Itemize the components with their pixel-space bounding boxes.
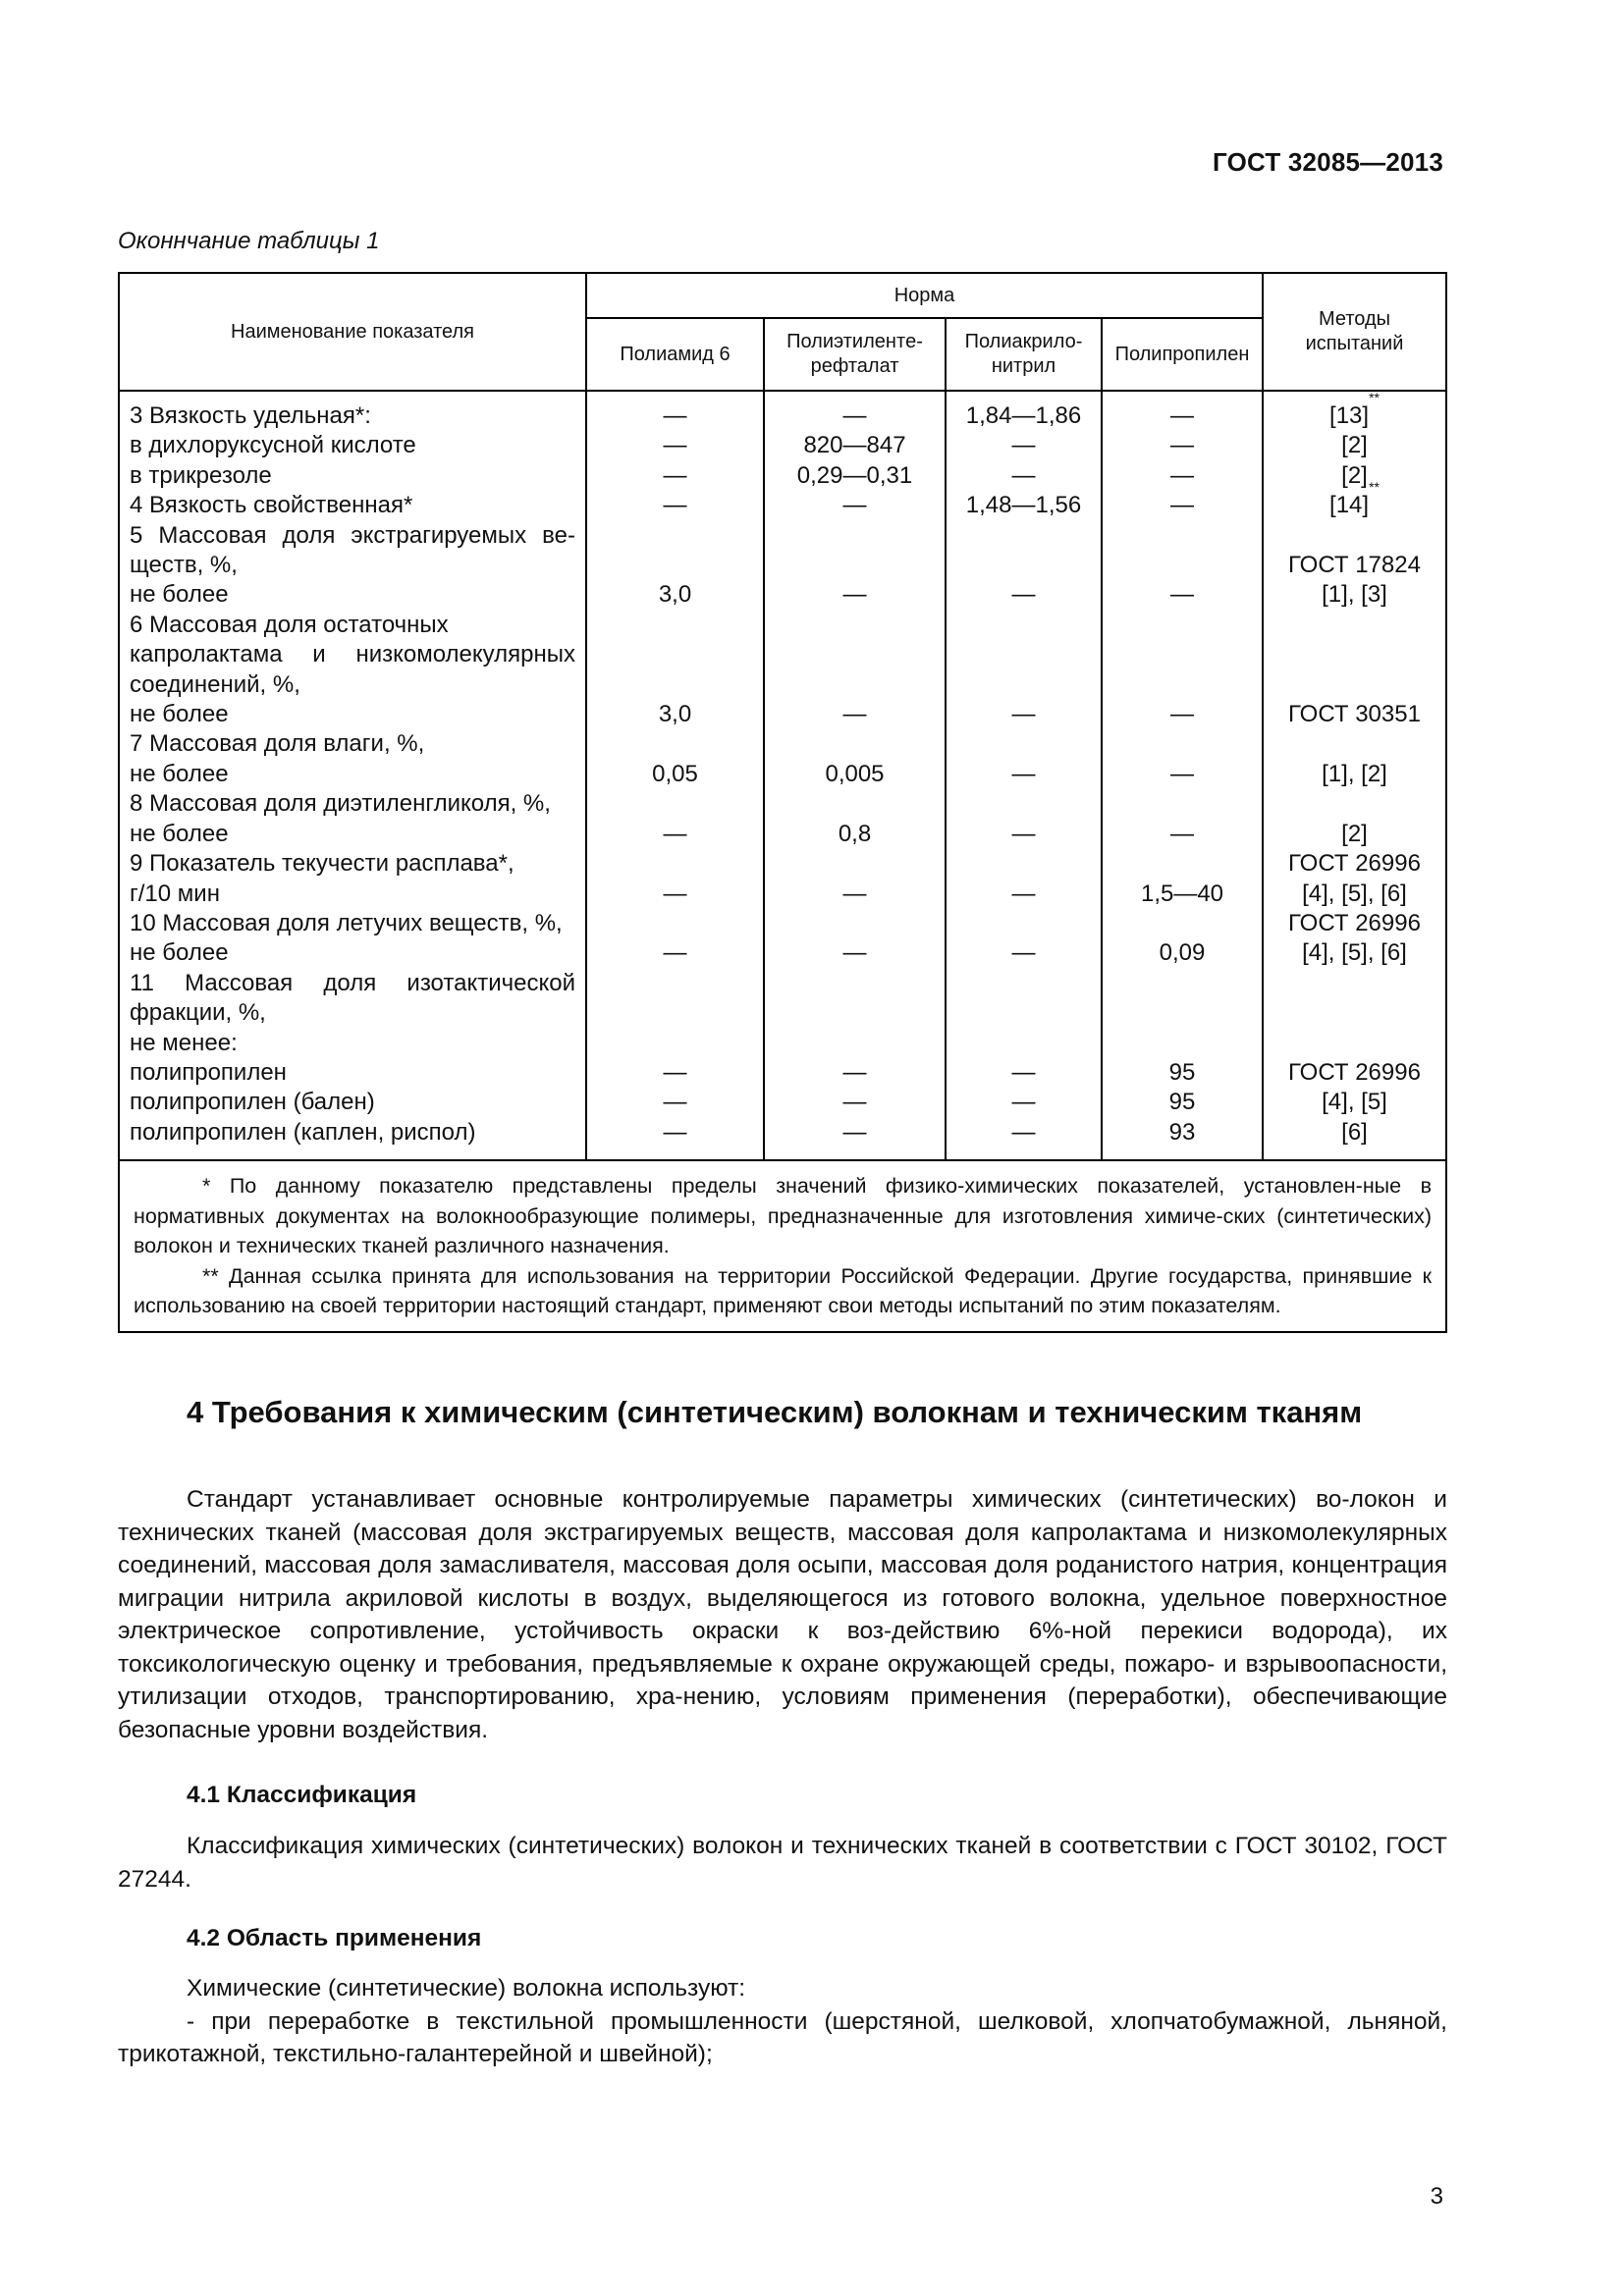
pet-value-cell	[764, 909, 946, 938]
pet-value-cell	[764, 521, 946, 551]
polyamide-value-cell	[586, 611, 764, 640]
pan-value-cell	[946, 551, 1102, 580]
table-padding-cell	[1263, 1148, 1445, 1159]
table-padding-row	[120, 1148, 1445, 1159]
table-row	[120, 431, 1445, 460]
polyamide-value-cell: —	[586, 880, 764, 909]
indicator-name-cell: 9 Показатель текучести расплава*,	[130, 850, 514, 878]
pp-value-cell	[1102, 849, 1263, 879]
column-header-name: Наименование показателя	[120, 274, 586, 391]
methods-cell	[1263, 521, 1445, 551]
polyamide-value-cell: —	[586, 1058, 764, 1088]
polyamide-value-cell: —	[586, 820, 764, 849]
table-padding-cell	[946, 391, 1102, 401]
section-4-heading: 4 Требования к химическим (синтетическим) волокнам и техническим тканям	[187, 1395, 1363, 1429]
table-padding-cell	[586, 391, 764, 401]
methods-cell	[1263, 551, 1445, 580]
section-4-text: Стандарт устанавливает основные контролируемые параметры химических (синтетических) во-локон и технических тканей (массовая доля экстрагируемых веществ, массовая доля капролактама и низкомолекулярных соединений, массовая доля замасливателя, массовая доля осыпи, массовая доля роданистого натрия, концентрация миграции нитрила акриловой кислоты в воздух, выделяющегося из готового волокна, удельное поверхностное электрическое сопротивление, устойчивость окраски к воз-действию 6%-ной перекиси водорода), их токсикологическую оценку и требования, предъявляемые к охране окружающей среды, пожаро- и взрывоопасности, утилизации отходов, транспортированию, хра-нению, условиям применения (переработки), обеспечивающие безопасные уровни воздействия.	[118, 1486, 1447, 1743]
indicator-name-cell: в дихлоруксусной кислоте	[130, 432, 416, 459]
polyamide-value-cell: 0,05	[586, 760, 764, 789]
pet-value-cell: 0,005	[764, 760, 946, 789]
table-padding-cell	[120, 1148, 586, 1159]
polyamide-value-cell	[586, 969, 764, 998]
table-row	[120, 820, 1445, 849]
pet-value-cell: —	[764, 1118, 946, 1148]
pet-value-cell: —	[764, 491, 946, 520]
pet-value-cell: —	[764, 700, 946, 729]
pp-value-cell: —	[1102, 760, 1263, 789]
subsection-4-2-paragraph	[118, 1972, 1447, 2071]
table-row	[120, 670, 1445, 700]
indicator-name-cell: г/10 мин	[130, 880, 220, 907]
pan-value-cell	[946, 640, 1102, 669]
methods-reference: [1], [2]	[1322, 760, 1387, 787]
table-row	[120, 640, 1445, 669]
subsection-4-1-heading: 4.1 Классификация	[187, 1782, 417, 1808]
pp-value-cell	[1102, 789, 1263, 819]
pet-value-cell: —	[764, 1058, 946, 1088]
indicator-name-cell: ществ, %,	[130, 552, 238, 579]
pp-value-cell	[1102, 670, 1263, 700]
pp-value-cell: —	[1102, 820, 1263, 849]
table-row	[120, 1058, 1445, 1088]
methods-reference: [4], [5], [6]	[1302, 939, 1407, 967]
table-row	[120, 909, 1445, 938]
column-group-header-norm: Норма	[586, 274, 1263, 318]
table-padding-cell	[1102, 391, 1263, 401]
column-header-methods: Методы испытаний	[1263, 274, 1445, 391]
polyamide-value-cell	[586, 521, 764, 551]
pp-value-cell: —	[1102, 700, 1263, 729]
methods-reference: [1], [3]	[1322, 581, 1387, 609]
pan-value-cell: —	[946, 820, 1102, 849]
methods-cell	[1263, 969, 1445, 998]
table-padding-cell	[764, 391, 946, 401]
table-padding-row	[120, 391, 1445, 401]
pp-value-cell	[1102, 729, 1263, 759]
indicator-name-cell: 7 Массовая доля влаги, %,	[130, 730, 425, 758]
table-note-single-asterisk: * По данному показателю представлены пределы значений физико-химических показателей, установлен-ные в нормативных документах на волокнообразующие полимеры, предназначенные для изготовления химиче-ских (синтетических) волокон и технических тканей различного назначения.	[134, 1174, 1432, 1258]
table-row	[120, 551, 1445, 580]
pan-value-cell: —	[946, 880, 1102, 909]
polyamide-value-cell	[586, 849, 764, 879]
pp-value-cell: —	[1102, 580, 1263, 610]
pet-value-cell	[764, 551, 946, 580]
methods-cell	[1263, 880, 1445, 909]
pan-value-cell	[946, 998, 1102, 1028]
table-row	[120, 1088, 1445, 1117]
polyamide-value-cell	[586, 1029, 764, 1058]
pp-value-cell	[1102, 998, 1263, 1028]
pan-value-cell: —	[946, 1118, 1102, 1148]
table-row	[120, 1029, 1445, 1058]
methods-cell	[1263, 611, 1445, 640]
footnote-marker: **	[1369, 479, 1380, 496]
pan-value-cell: —	[946, 938, 1102, 968]
page-number: 3	[1430, 2183, 1443, 2210]
pan-value-cell	[946, 611, 1102, 640]
table-padding-cell	[764, 1148, 946, 1159]
indicator-name-cell: соединений, %,	[130, 670, 300, 698]
methods-reference: ГОСТ 26996	[1288, 909, 1421, 936]
methods-cell	[1263, 670, 1445, 700]
table-padding-cell	[1102, 1148, 1263, 1159]
methods-cell	[1263, 1088, 1445, 1117]
polyamide-value-cell	[586, 640, 764, 669]
methods-reference: [13]	[1329, 402, 1370, 429]
polyamide-value-cell	[586, 789, 764, 819]
methods-cell	[1263, 1058, 1445, 1088]
methods-cell	[1263, 789, 1445, 819]
methods-reference: [4], [5]	[1322, 1089, 1387, 1116]
pp-value-cell: —	[1102, 431, 1263, 460]
table-row	[120, 1118, 1445, 1148]
table-body	[120, 391, 1445, 1159]
methods-cell	[1263, 580, 1445, 610]
table-row	[120, 700, 1445, 729]
methods-cell	[1263, 1118, 1445, 1148]
pp-value-cell	[1102, 640, 1263, 669]
indicator-name-cell: 3 Вязкость удельная*:	[130, 402, 371, 429]
indicator-name-cell: 8 Массовая доля диэтиленгликоля, %,	[130, 790, 551, 818]
pan-value-cell: —	[946, 1088, 1102, 1117]
indicator-name-cell: 5 Массовая доля экстрагируемых ве-	[130, 521, 575, 549]
methods-reference: [2]	[1341, 432, 1368, 459]
methods-reference: [2]	[1341, 461, 1368, 489]
methods-reference: [2]	[1341, 820, 1368, 847]
pet-value-cell: —	[764, 580, 946, 610]
table-row	[120, 760, 1445, 789]
polyamide-value-cell: —	[586, 431, 764, 460]
table-padding-cell	[120, 391, 586, 401]
table-row	[120, 998, 1445, 1028]
table-row	[120, 521, 1445, 551]
polyamide-value-cell	[586, 670, 764, 700]
methods-reference: ГОСТ 26996	[1288, 1058, 1421, 1086]
pp-value-cell	[1102, 1029, 1263, 1058]
polyamide-value-cell: —	[586, 491, 764, 520]
pet-value-cell	[764, 640, 946, 669]
indicator-name-cell: 4 Вязкость свойственная*	[130, 492, 413, 519]
polyamide-value-cell: —	[586, 1118, 764, 1148]
pan-value-cell	[946, 670, 1102, 700]
table-row	[120, 969, 1445, 998]
pp-value-cell	[1102, 969, 1263, 998]
pet-value-cell	[764, 611, 946, 640]
indicator-name-cell: полипропилен	[130, 1058, 287, 1086]
pan-value-cell	[946, 1029, 1102, 1058]
pan-value-cell: —	[946, 461, 1102, 491]
pp-value-cell: 95	[1102, 1088, 1263, 1117]
subsection-4-2-line-1: Химические (синтетические) волокна используют:	[187, 1975, 746, 2002]
methods-reference: ГОСТ 17824	[1288, 552, 1421, 579]
pp-value-cell	[1102, 611, 1263, 640]
indicator-name-cell: фракции, %,	[130, 999, 266, 1027]
polyamide-value-cell: —	[586, 1088, 764, 1117]
polyamide-value-cell	[586, 551, 764, 580]
pet-value-cell	[764, 1029, 946, 1058]
indicator-name-cell: полипропилен (бален)	[130, 1089, 375, 1116]
pet-value-cell: 0,8	[764, 820, 946, 849]
pan-value-cell	[946, 521, 1102, 551]
table-notes	[120, 1159, 1445, 1331]
polyamide-value-cell	[586, 998, 764, 1028]
pan-value-cell: —	[946, 431, 1102, 460]
table-row	[120, 611, 1445, 640]
pet-value-cell: 0,29—0,31	[764, 461, 946, 491]
indicator-name-cell: полипропилен (каплен, риспол)	[130, 1118, 476, 1146]
methods-cell	[1263, 909, 1445, 938]
pet-value-cell: —	[764, 938, 946, 968]
indicator-name-cell: не более	[130, 701, 229, 728]
indicator-name-cell: в трикрезоле	[130, 461, 272, 489]
table-row	[120, 580, 1445, 610]
methods-reference: [14]	[1329, 492, 1370, 519]
pp-value-cell: —	[1102, 401, 1263, 431]
methods-cell	[1263, 938, 1445, 968]
table-row	[120, 491, 1445, 520]
polyamide-value-cell: 3,0	[586, 580, 764, 610]
footnote-marker: **	[1369, 390, 1380, 405]
pet-value-cell	[764, 998, 946, 1028]
indicator-name-cell: не более	[130, 939, 229, 967]
subsection-4-2-heading: 4.2 Область применения	[187, 1925, 482, 1951]
methods-reference: ГОСТ 30351	[1288, 701, 1421, 728]
pp-value-cell: 1,5—40	[1102, 880, 1263, 909]
methods-cell	[1263, 849, 1445, 879]
table-row	[120, 729, 1445, 759]
pp-value-cell: 95	[1102, 1058, 1263, 1088]
methods-cell	[1263, 640, 1445, 669]
pan-value-cell	[946, 789, 1102, 819]
table-row	[120, 938, 1445, 968]
pan-value-cell: 1,48—1,56	[946, 491, 1102, 520]
indicator-name-cell: не более	[130, 820, 229, 847]
methods-reference: [4], [5], [6]	[1302, 880, 1407, 907]
pan-value-cell: —	[946, 760, 1102, 789]
column-header-pp: Полипропилен	[1102, 318, 1263, 391]
indicator-name-cell: 11 Массовая доля изотактической	[130, 969, 575, 996]
polyamide-value-cell	[586, 729, 764, 759]
subsection-4-1-text: Классификация химических (синтетических) волокон и технических тканей в соответствии с ГОСТ 30102, ГОСТ 27244.	[118, 1833, 1447, 1893]
pet-value-cell	[764, 729, 946, 759]
pp-value-cell	[1102, 909, 1263, 938]
polyamide-value-cell: —	[586, 401, 764, 431]
polyamide-value-cell: 3,0	[586, 700, 764, 729]
table-row	[120, 789, 1445, 819]
polyamide-value-cell: —	[586, 461, 764, 491]
methods-cell	[1263, 1029, 1445, 1058]
document-code: ГОСТ 32085—2013	[1213, 147, 1443, 177]
polyamide-value-cell	[586, 909, 764, 938]
subsection-4-2-line-2: - при переработке в текстильной промышленности (шерстяной, шелковой, хлопчатобумажной, льняной, трикотажной, текстильно-галантерейной и швейной);	[118, 2007, 1447, 2067]
indicator-name-cell: 6 Массовая доля остаточных	[130, 611, 449, 638]
pp-value-cell: —	[1102, 491, 1263, 520]
indicator-name-cell: капролактама и низкомолекулярных	[130, 641, 575, 668]
column-header-polyamide: Полиамид 6	[586, 318, 764, 391]
methods-cell	[1263, 431, 1445, 460]
indicator-name-cell: не более	[130, 581, 229, 609]
methods-cell	[1263, 998, 1445, 1028]
specification-table-frame	[118, 272, 1447, 1333]
pet-value-cell	[764, 969, 946, 998]
section-4-paragraph	[118, 1483, 1447, 1746]
table-row	[120, 461, 1445, 491]
table-padding-cell	[1263, 391, 1445, 401]
methods-cell	[1263, 479, 1445, 520]
pan-value-cell: —	[946, 580, 1102, 610]
pan-value-cell	[946, 909, 1102, 938]
table-row	[120, 880, 1445, 909]
table-caption: Оконнчание таблицы 1	[118, 228, 380, 254]
pet-value-cell: —	[764, 880, 946, 909]
pp-value-cell	[1102, 521, 1263, 551]
pet-value-cell	[764, 789, 946, 819]
pan-value-cell	[946, 969, 1102, 998]
table-row	[120, 849, 1445, 879]
pet-value-cell: —	[764, 401, 946, 431]
methods-cell	[1263, 700, 1445, 729]
indicator-name-cell: 10 Массовая доля летучих веществ, %,	[130, 909, 563, 936]
methods-cell	[1263, 729, 1445, 759]
pet-value-cell: 820—847	[764, 431, 946, 460]
pet-value-cell: —	[764, 1088, 946, 1117]
pan-value-cell	[946, 849, 1102, 879]
pp-value-cell	[1102, 551, 1263, 580]
indicator-name-cell: не более	[130, 760, 229, 787]
polyamide-value-cell: —	[586, 938, 764, 968]
pet-value-cell	[764, 849, 946, 879]
specification-table	[120, 274, 1445, 1159]
methods-reference: ГОСТ 26996	[1288, 850, 1421, 878]
pan-value-cell	[946, 729, 1102, 759]
methods-cell	[1263, 760, 1445, 789]
indicator-name-cell: не менее:	[130, 1029, 238, 1056]
methods-cell	[1263, 390, 1445, 431]
pp-value-cell: 93	[1102, 1118, 1263, 1148]
table-padding-cell	[586, 1148, 764, 1159]
column-header-pan: Полиакрило-нитрил	[946, 318, 1102, 391]
methods-cell	[1263, 820, 1445, 849]
pan-value-cell: 1,84—1,86	[946, 401, 1102, 431]
column-header-pet: Полиэтилентe-рефталат	[764, 318, 946, 391]
pan-value-cell: —	[946, 1058, 1102, 1088]
methods-cell	[1263, 461, 1445, 491]
table-note-double-asterisk: ** Данная ссылка принята для использования на территории Российской Федерации. Другие государства, принявшие к использованию на своей территории настоящий стандарт, применяют свои методы испытаний по этим показателям.	[134, 1263, 1432, 1318]
pan-value-cell: —	[946, 700, 1102, 729]
methods-reference: [6]	[1341, 1118, 1368, 1146]
subsection-4-1-paragraph	[118, 1830, 1447, 1896]
table-padding-cell	[946, 1148, 1102, 1159]
pp-value-cell: 0,09	[1102, 938, 1263, 968]
pp-value-cell: —	[1102, 461, 1263, 491]
pet-value-cell	[764, 670, 946, 700]
table-row	[120, 401, 1445, 431]
